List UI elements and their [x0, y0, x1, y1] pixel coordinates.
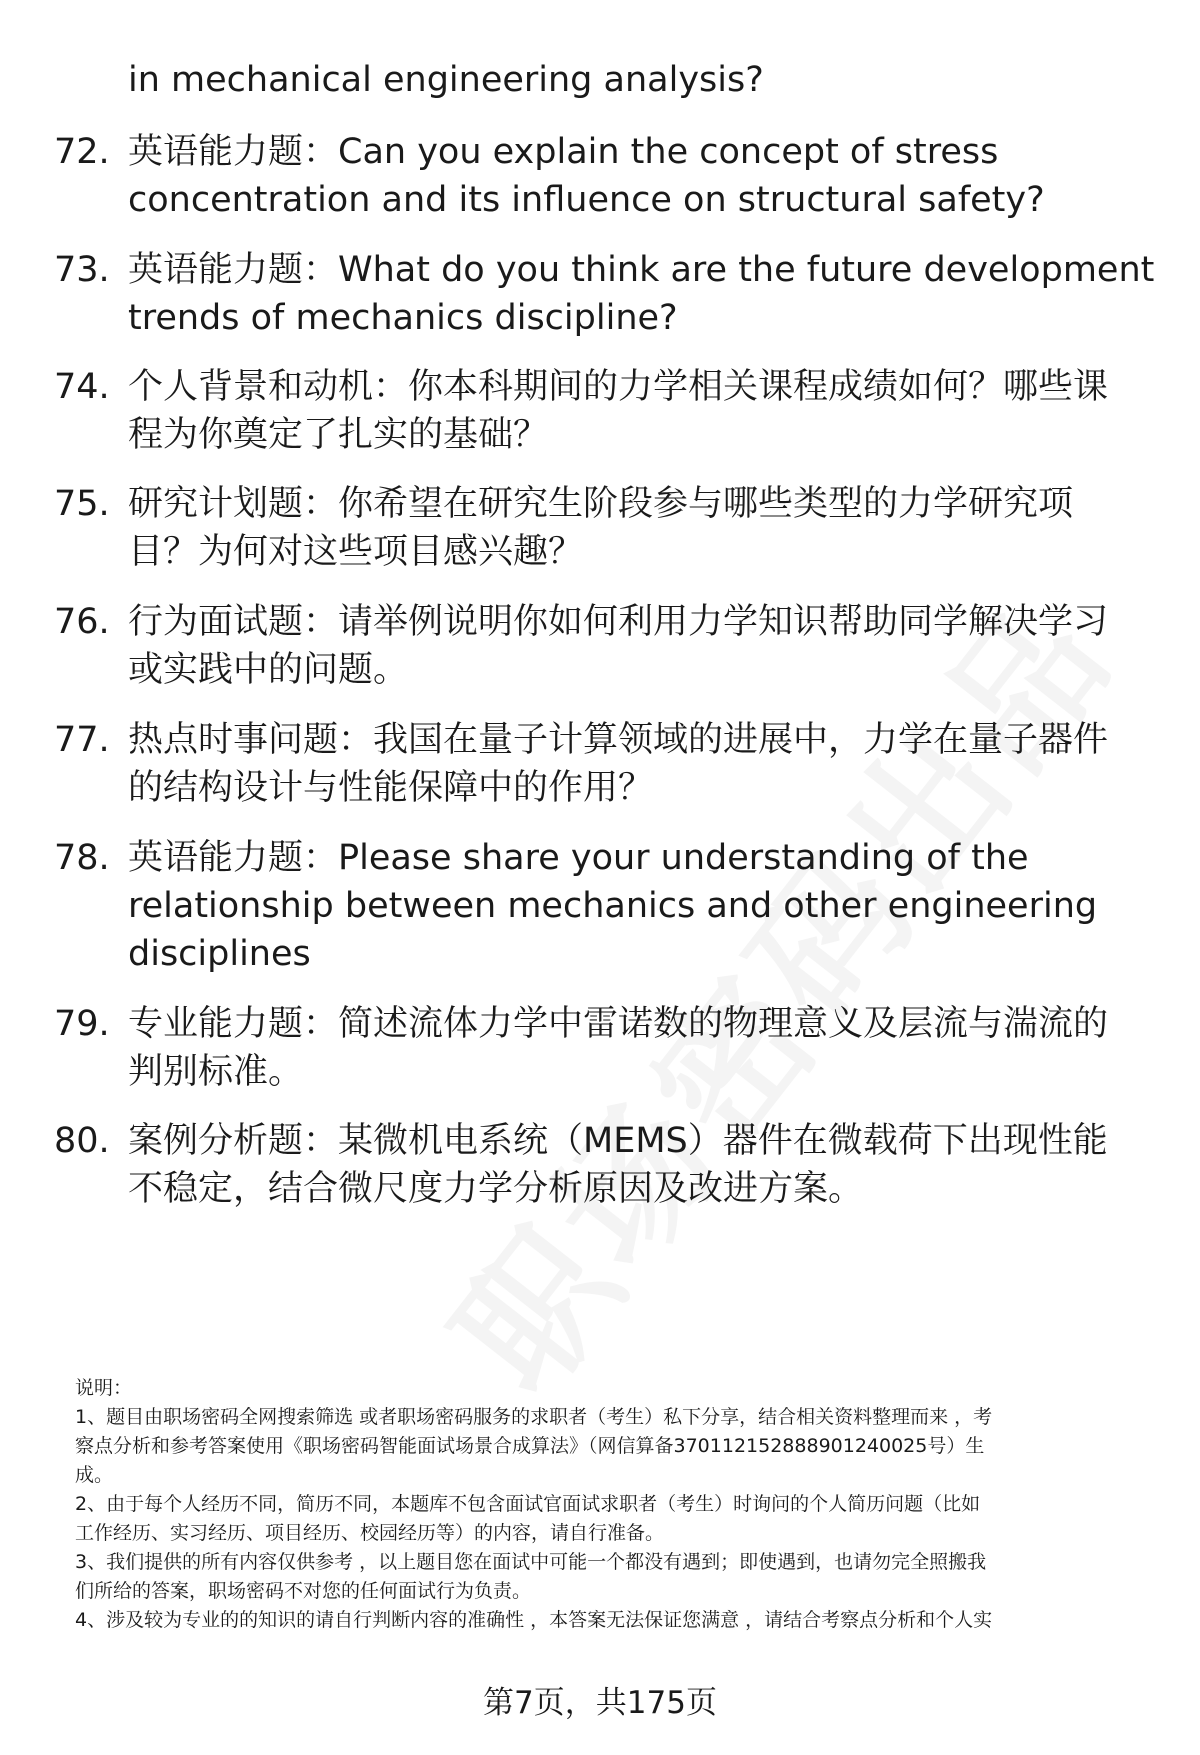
notes-line: 2、由于每个人经历不同，简历不同，本题库不包含面试官面试求职者（考生）时询问的个人简历问题（比如 — [75, 1493, 981, 1515]
notes-section — [75, 1374, 1155, 1635]
question-number: 76. — [54, 602, 110, 642]
question-text: 英语能力题：What do you think are the future development trends of mechanics discipline? — [128, 250, 1155, 338]
question-text: 个人背景和动机：你本科期间的力学相关课程成绩如何？哪些课 程为你奠定了扎实的基础？ — [128, 367, 1109, 455]
question-number: 75. — [54, 484, 110, 524]
notes-line: 察点分析和参考答案使用《职场密码智能面试场景合成算法》（网信算备37011215288890124​0025号）生 — [75, 1435, 985, 1457]
notes-line: 1、题目由职场密码全网搜索筛选 或者职场密码服务的求职者（考生）私下分享，结合相关资料整理而来 ，考 — [75, 1406, 993, 1428]
notes-line: 4、涉及较为专业的的知识的请自行判断内容的准确性 ，本答案无法保证您满意 ，请结合考察点分析和个人实 — [75, 1609, 993, 1631]
question-text: 英语能力题：Please share your understanding of the relationship between mechanics and other engineering disciplines — [128, 838, 1098, 974]
question-number: 72. — [54, 132, 110, 172]
question-text: 英语能力题：Can you explain the concept of stress concentration and its influence on structural safety? — [128, 132, 1045, 220]
question-number: 78. — [54, 838, 110, 878]
question-text: 案例分析题：某微机电系统（MEMS）器件在微载荷下出现性能 不稳定，结合微尺度力学分析原因及改进方案。 — [128, 1121, 1108, 1209]
notes-line: 成。 — [75, 1464, 114, 1486]
notes-line: 工作经历、实习经历、项目经历、校园经历等）的内容，请自行准备。 — [75, 1522, 665, 1544]
question-number: 74. — [54, 367, 110, 407]
question-continuation: in mechanical engineering analysis? — [128, 60, 764, 100]
question-number: 80. — [54, 1121, 110, 1161]
question-number: 79. — [54, 1004, 110, 1044]
question-text: 行为面试题：请举例说明你如何利用力学知识帮助同学解决学习 或实践中的问题。 — [128, 602, 1109, 690]
question-text: 专业能力题：简述流体力学中雷诺数的物理意义及层流与湍流的 判别标准。 — [128, 1004, 1109, 1092]
question-text: 研究计划题：你希望在研究生阶段参与哪些类型的力学研究项 目？为何对这些项目感兴趣？ — [128, 484, 1074, 572]
question-text: 热点时事问题：我国在量子计算领域的进展中，力学在量子器件 的结构设计与性能保障中的作用？ — [128, 720, 1109, 808]
notes-line: 3、我们提供的所有内容仅供参考 ，以上题目您在面试中可能一个都没有遇到；即使遇到，也请勿完全照搬我 — [75, 1551, 987, 1573]
page-number-footer: 第7页，共175页 — [483, 1685, 717, 1721]
notes-title: 说明： — [75, 1377, 133, 1399]
question-number: 73. — [54, 250, 110, 290]
notes-line: 们所给的答案，职场密码不对您的任何面试行为负责。 — [75, 1580, 532, 1602]
question-number: 77. — [54, 720, 110, 760]
